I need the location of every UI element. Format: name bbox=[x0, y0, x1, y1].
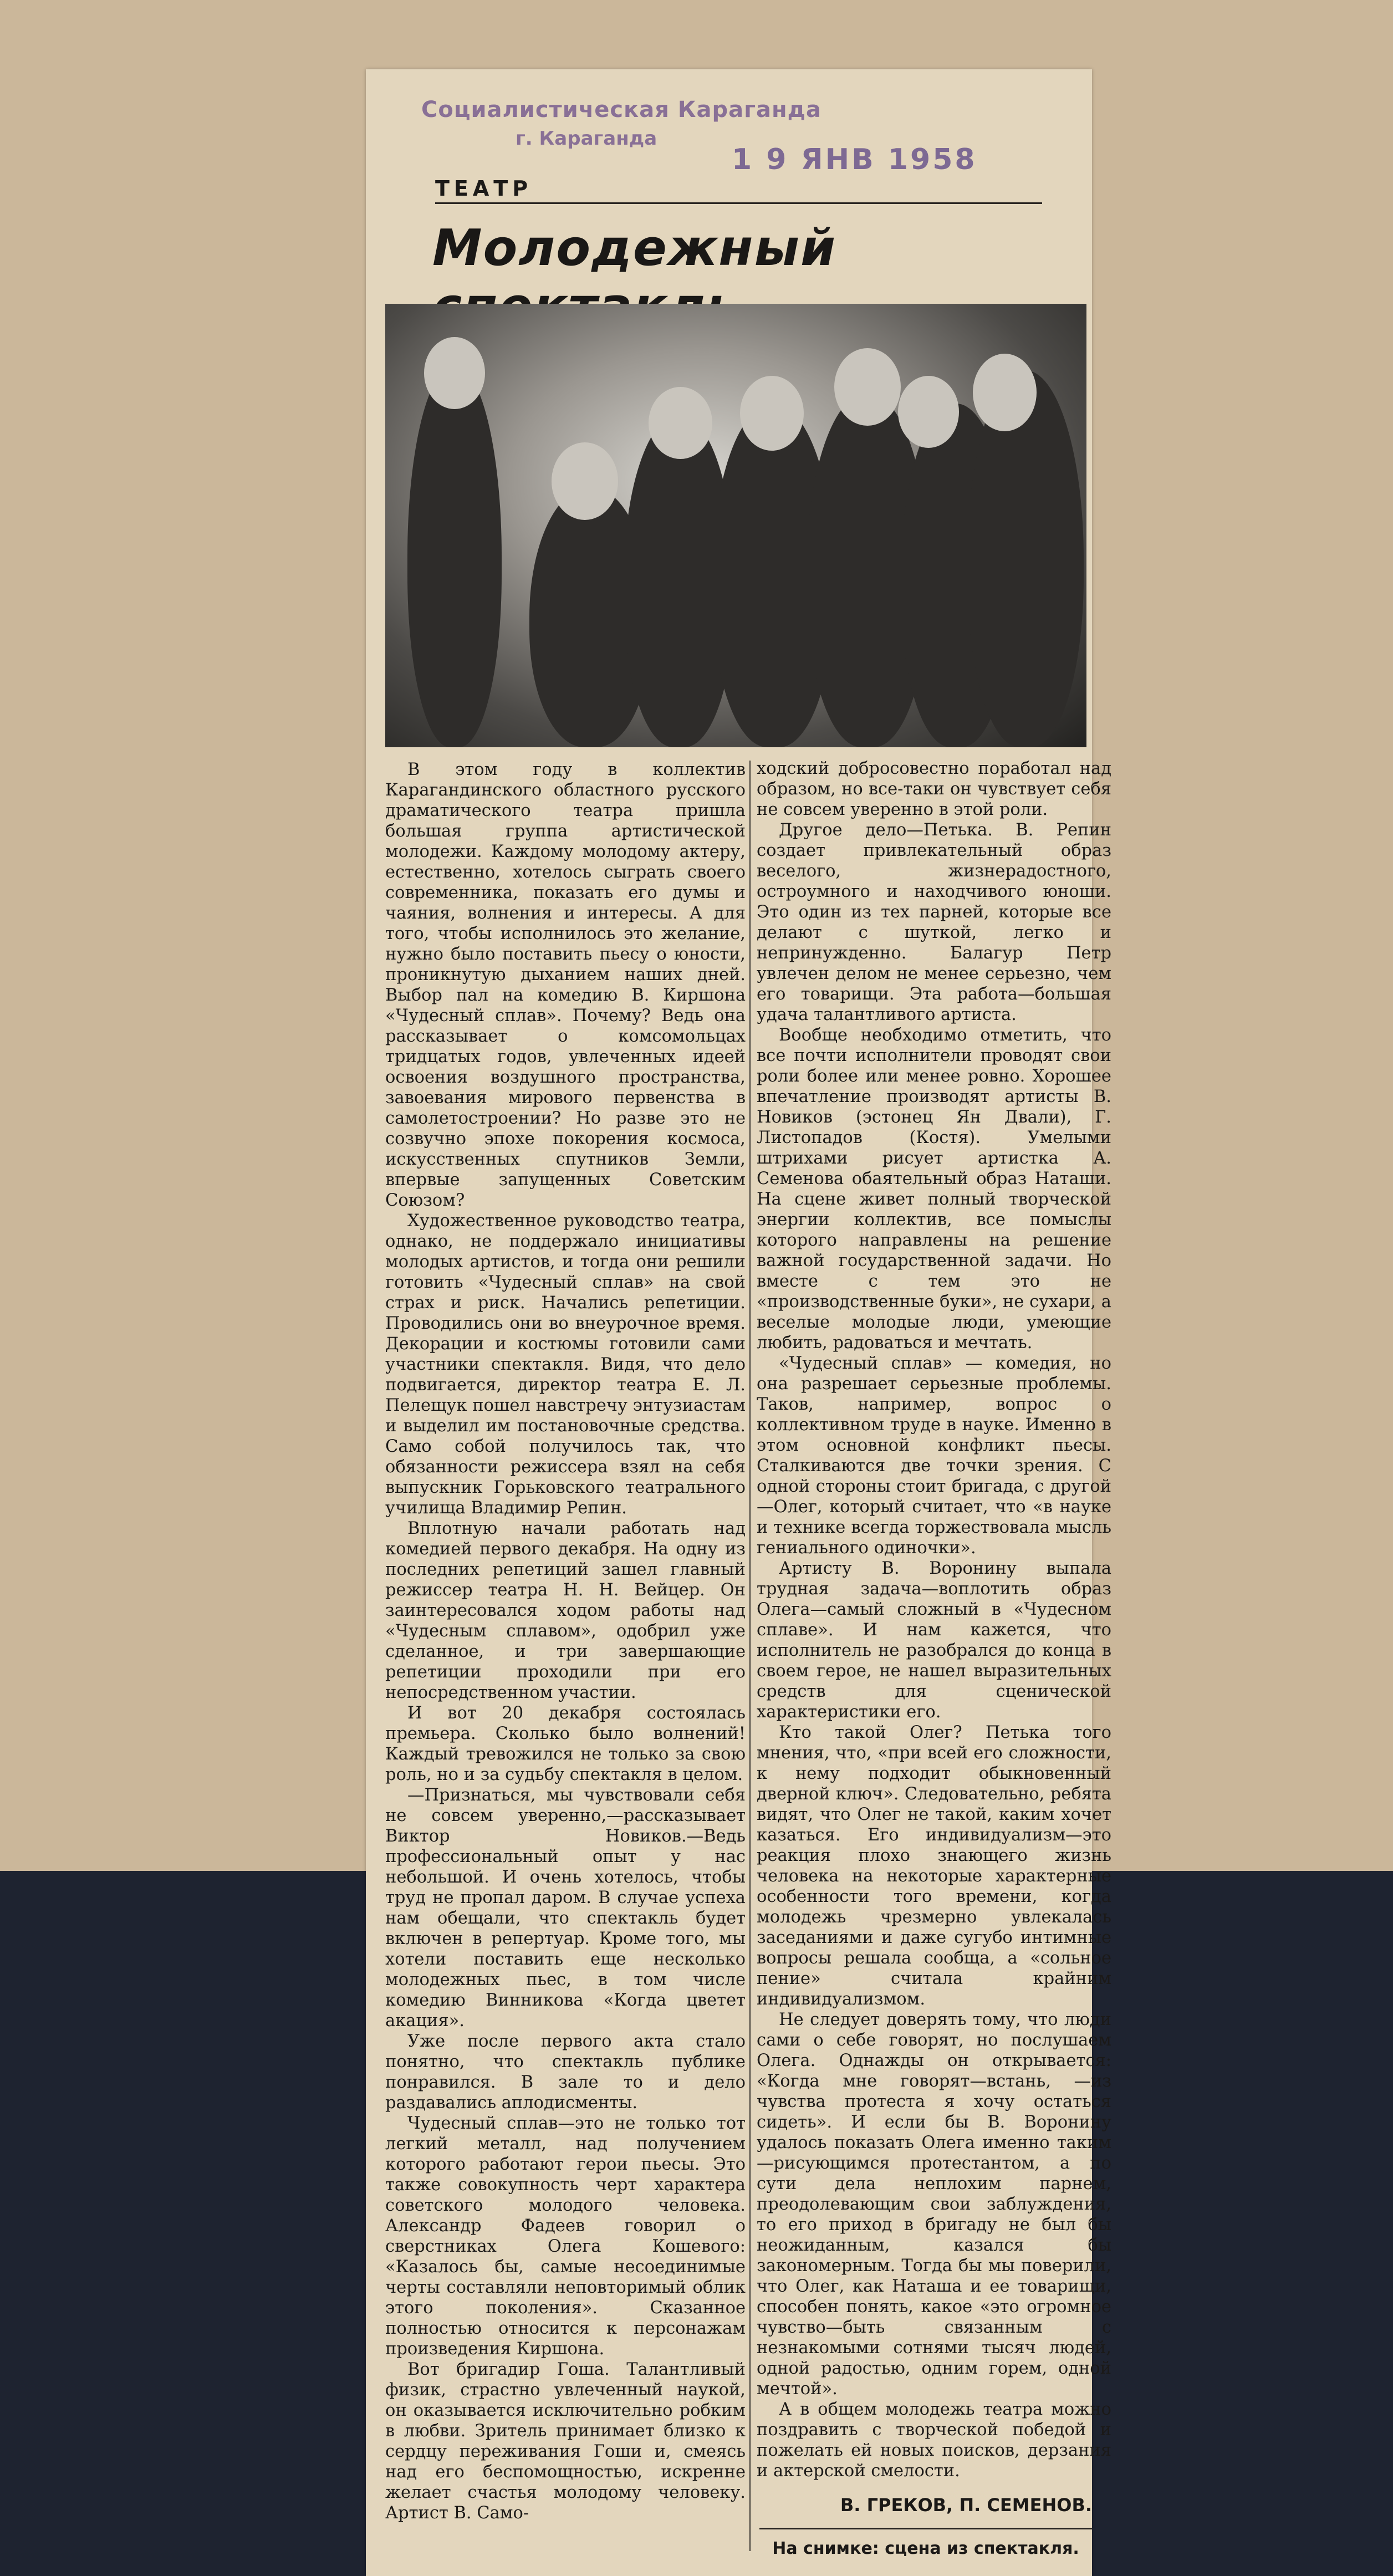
paragraph: Артисту В. Воронину выпала трудная задача—воплотить образ Олега—самый сложный в «Чудесном сплаве». И нам кажется, что исполнитель не разобрался до конца в своем герое, не нашел выразительных средств для сценической характеристики его. bbox=[757, 1559, 1111, 1722]
paragraph: ходский добросовестно поработал над образом, но все-таки он чувствует себя не совсем уверенно в этой роли. bbox=[757, 759, 1111, 819]
section-rubric: ТЕАТР bbox=[435, 176, 533, 201]
paragraph: Чудесный сплав—это не только тот легкий металл, над получением которого работают герои пьесы. Это также совокупность черт характера советского молодого человека. Александр Фадеев говорил о сверстниках Олега Кошевого: «Казалось бы, самые несоединимые черты составляли неповторимый облик этого поколения». Сказанное полностью относится к персонажам произведения Киршона. bbox=[385, 2114, 746, 2359]
paragraph: —Признаться, мы чувствовали себя не совсем уверенно,—рассказывает Виктор Новиков.—Ведь профессиональный опыт у нас небольшой. И очень хотелось, чтобы труд не пропал даром. В случае успеха нам обещали, что спектакль будет включен в репертуар. Кроме того, мы хотели поставить еще несколько молодежных пьес, в том числе комедию Винникова «Когда цветет акация». bbox=[385, 1786, 746, 2031]
photo-caption: На снимке: сцена из спектакля. bbox=[772, 2539, 1079, 2558]
paragraph: А в общем молодежь театра можно поздравить с творческой победой и пожелать ей новых поисков, дерзания и актерской смелости. bbox=[757, 2400, 1111, 2481]
article-signature: В. ГРЕКОВ, П. СЕМЕНОВ. bbox=[840, 2495, 1092, 2516]
paragraph: В этом году в коллектив Карагандинского областного русского драматического театра пришла большая группа артистической молодежи. Каждому молодому актеру, естественно, хотелось сыграть своего современника, показать его думы и чаяния, волнения и интересы. А для того, чтобы исполнилось это желание, нужно было поставить пьесу о юности, проникнутую дыханием наших дней. Выбор пал на комедию В. Киршона «Чудесный сплав». Почему? Ведь она рассказывает о комсомольцах тридцатых годов, увлеченных идеей освоения воздушного пространства, завоевания мирового первенства в самолетостроении? Но разве это не созвучно эпохе покорения космоса, искусственных спутников Земли, впервые запущенных Советским Союзом? bbox=[385, 760, 746, 1210]
paragraph: И вот 20 декабря состоялась премьера. Сколько было волнений! Каждый тревожился не только за свою роль, но и за судьбу спектакля в целом. bbox=[385, 1703, 746, 1784]
rubric-divider bbox=[435, 202, 1042, 204]
paragraph: Уже после первого акта стало понятно, что спектакль публике понравился. В зале то и дело раздавались аплодисменты. bbox=[385, 2032, 746, 2113]
paragraph: Вообще необходимо отметить, что все почти исполнители проводят свои роли более или менее ровно. Хорошее впечатление производят артисты В. Новиков (эстонец Ян Двали), Г. Листопадов (Костя). Умелыми штрихами рисует артистка А. Семенова обаятельный образ Наташи. На сцене живет полный творческой энергии коллектив, все помыслы которого направлены на решение важной государственной задачи. Но вместе с тем это не «производственные буки», не сухари, а веселые молодые люди, умеющие любить, радоваться и мечтать. bbox=[757, 1026, 1111, 1353]
column-divider bbox=[749, 761, 751, 2551]
stamp-newspaper-name: Социалистическая Караганда bbox=[421, 97, 821, 123]
article-right-column bbox=[757, 758, 1111, 2481]
paragraph: Другое дело—Петька. В. Репин создает привлекательный образ веселого, жизнерадостного, остроумного и находчивого юноши. Это один из тех парней, которые все делают с шуткой, легко и непринужденно. Балагур Петр увлечен делом не менее серьезно, чем его товарищи. Эта работа—большая удача талантливого артиста. bbox=[757, 820, 1111, 1024]
paragraph: Художественное руководство театра, однако, не поддержало инициативы молодых артистов, и тогда они решили готовить «Чудесный сплав» на свой страх и риск. Начались репетиции. Проводились они во внеурочное время. Декорации и костюмы готовили сами участники спектакля. Видя, что дело подвигается, директор театра Е. Л. Пелещук пошел навстречу энтузиастам и выделил им постановочные средства. Само собой получилось так, что обязанности режиссера взял на себя выпускник Горьковского театрального училища Владимир Репин. bbox=[385, 1211, 746, 1518]
paragraph: Кто такой Олег? Петька того мнения, что, «при всей его сложности, к нему подходит обыкновенный дверной ключ». Следовательно, ребята видят, что Олег не такой, каким хочет казаться. Его индивидуализм—это реакция плохо знающего жизнь человека на некоторые характерные особенности того времени, когда молодежь чрезмерно увлекалась заседаниями и даже сугубо интимные вопросы решала сообща, а «сольное пение» считала крайним индивидуализмом. bbox=[757, 1723, 1111, 2009]
paragraph: Не следует доверять тому, что люди сами о себе говорят, но послушаем Олега. Однажды он открывается: «Когда мне говорят—встань, —из чувства протеста я хочу остаться сидеть». И если бы В. Воронину удалось показать Олега именно таким—рисующимся протестантом, а по сути дела неплохим парнем, преодолевающим свои заблуждения, то его приход в бригаду не был бы неожиданным, казался бы закономерным. Тогда бы мы поверили, что Олег, как Наташа и ее товарищи, способен понять, какое «это огромное чувство—быть связанным с незнакомыми сотнями тысяч людей, одной радостью, одним горем, одной мечтой». bbox=[757, 2010, 1111, 2399]
paragraph: Вот бригадир Гоша. Талантливый физик, страстно увлеченный наукой, он оказывается исключительно робким в любви. Зритель принимает близко к сердцу переживания Гоши и, смеясь над его беспомощностью, искренне желает счастья молодому человеку. Артист В. Само- bbox=[385, 2360, 746, 2523]
article-left-column bbox=[385, 759, 746, 2523]
paragraph: Вплотную начали работать над комедией первого декабря. На одну из последних репетиций зашел главный режиссер театра Н. Н. Вейцер. Он заинтересовался ходом работы над «Чудесным сплавом», одобрил уже сделанное, и три завершающие репетиции проходили при его непосредственном участии. bbox=[385, 1519, 746, 1702]
signature-divider bbox=[759, 2528, 1092, 2529]
article-photo bbox=[385, 304, 1086, 747]
article-title: Молодежный bbox=[432, 219, 837, 277]
stamp-date: 1 9 ЯНВ 1958 bbox=[732, 143, 977, 176]
paragraph: «Чудесный сплав» — комедия, но она разрешает серьезные проблемы. Таков, например, вопрос о коллективном труде в науке. Именно в этом основной конфликт пьесы. Сталкиваются две точки зрения. С одной стороны стоит бригада, с другой—Олег, который считает, что «в науке и технике всегда торжествовала мысль гениального одиночки». bbox=[757, 1354, 1111, 1558]
stamp-city: г. Караганда bbox=[516, 127, 657, 150]
